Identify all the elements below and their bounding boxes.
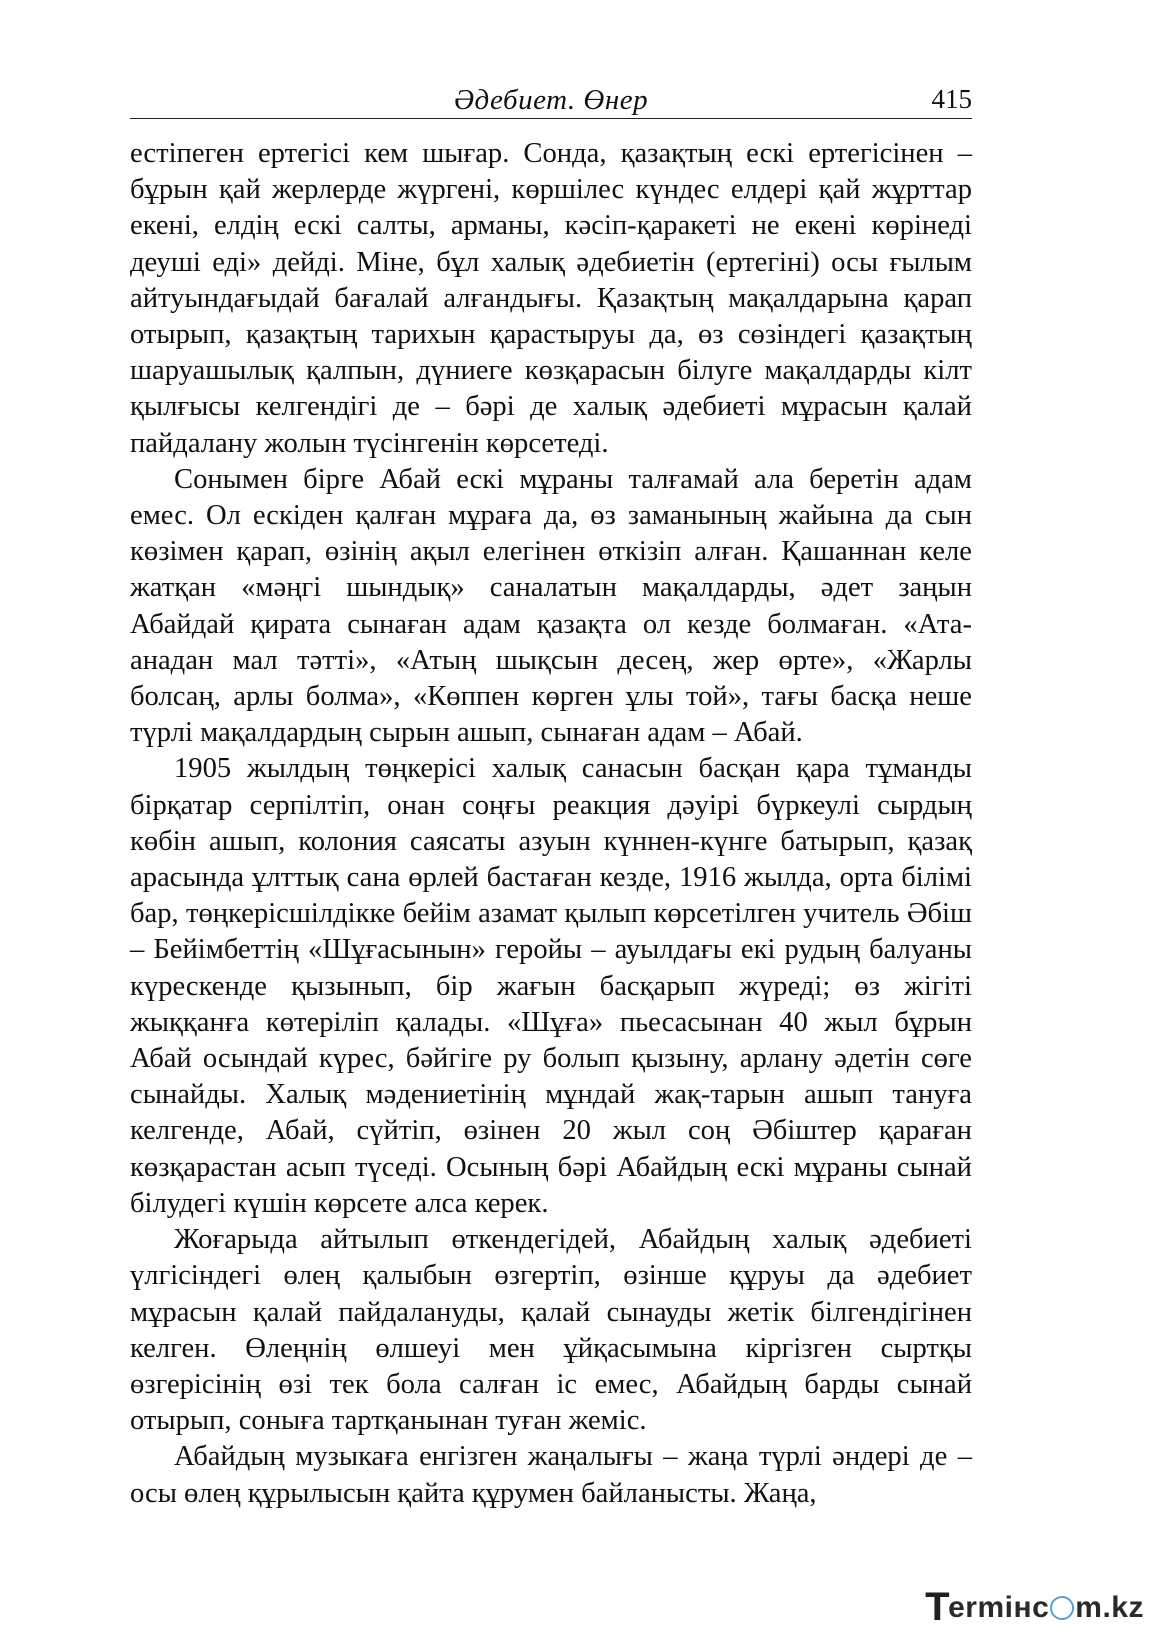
watermark-ring-icon [1050,1596,1074,1620]
body-text [130,136,972,1512]
paragraph-4: Жоғарыда айтылып өткендегідей, Абайдың халық әдебиеті үлгісіндегі өлең қалыбын өзгертіп, өзінше құруы да әдебиет мұрасын қалай пайдалануды, қалай сынауды жетік білгендігінен келген. Өлеңнің өлшеуі мен ұйқасымына кіргізген сыртқы өзгерісінің өзі тек бола салған іс емес, Абайдың барды сынай отырып, соныға тартқанынан туған жеміс. [130,1224,972,1437]
watermark-text-start: ermінc [948,1591,1050,1624]
paragraph-2: Сонымен бірге Абай ескі мұраны талғамай ала беретін адам емес. Ол ескіден қалған мұраға да, өз заманының жайына да сын көзімен қарап, өзінің ақыл елегінен өткізіп алған. Қашаннан келе жатқан «мәңгі шындық» саналатын мақалдарды, әдет заңын Абайдай қирата сынаған адам қазақта ол кезде болмаған. «Ата-анадан мал тәтті», «Атың шықсын десең, жер өрте», «Жарлы болсаң, арлы болма», «Көппен көрген ұлы той», тағы басқа неше түрлі мақалдардың сырын ашып, сынаған адам – Абай. [130,463,972,749]
paragraph-5: Абайдың музыкаға енгізген жаңалығы – жаңа түрлі әндері де – осы өлең құрылысын қайта құрумен байланысты. Жаңа, [130,1441,972,1509]
site-watermark [925,1585,1144,1629]
watermark-t-glyph: T [925,1585,951,1629]
running-title: Әдебиет. Өнер [453,84,649,116]
paragraph-3: 1905 жылдың төңкерісі халық санасын басқан қара тұманды бірқатар серпілтіп, онан соңғы реакция дәуірі бүркеулі сырдың көбін ашып, колония саясаты азуын күннен-күнге батырып, қазақ арасында ұлттық сана өрлей бастаған кезде, 1916 жылда, орта білімі бар, төңкерісшілдікке бейім азамат қылып көрсетілген учитель Әбіш – Бейімбеттің «Шұғасынын» геройы – ауылдағы екі рудың балуаны күрескенде қызынып, бір жағын басқарып жүреді; өз жігіті жыққанға көтеріліп қалады. «Шұға» пьесасынан 40 жыл бұрын Абай осындай күрес, бәйгіге ру болып қызыну, арлану әдетін сөге сынайды. Халық мәдениетінің мұндай жақ-тарын ашып тануға келгенде, Абай, сүйтіп, өзінен 20 жыл соң Әбіштер қараған көзқарастан асып түседі. Осының бәрі Абайдың ескі мұраны сынай білудегі күшін көрсете алса керек. [130,753,972,1219]
page-number: 415 [931,84,972,114]
watermark-text-end: m.kz [1075,1591,1144,1624]
paragraph-1: естіпеген ертегісі кем шығар. Сонда, қазақтың ескі ертегісінен – бұрын қай жерлерде жүргені, көршілес күндес елдері қай жұрттар екені, елдің ескі салты, арманы, кәсіп-қаракеті не екені көрінеді деуші еді» дейді. Міне, бұл халық әдебиетін (ертегіні) осы ғылым айтуындағыдай бағалай алғандығы. Қазақтың мақалдарына қарап отырып, қазақтың тарихын қарастыруы да, өз сөзіндегі қазақтың шаруашылық қалпын, дүниеге көзқарасын білуге мақалдарды кілт қылғысы келгендігі де – бәрі де халық әдебиеті мұрасын қалай пайдалану жолын түсінгенін көрсетеді. [130,138,972,459]
page-header [130,78,972,119]
